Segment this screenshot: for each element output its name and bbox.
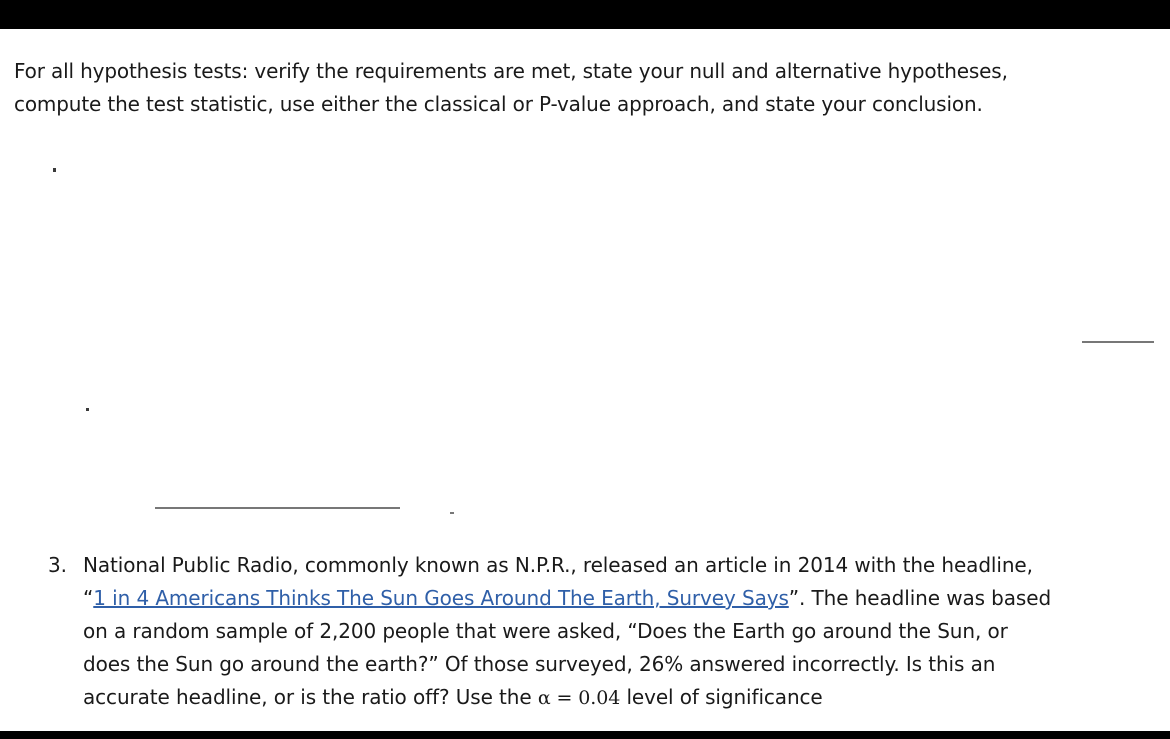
question-line-4: does the Sun go around the earth?” Of those surveyed, 26% answered incorrectly. Is this an [83, 652, 996, 676]
open-quote: “ [83, 586, 94, 610]
artifact-mark [1082, 341, 1154, 343]
headline-link[interactable]: 1 in 4 Americans Thinks The Sun Goes Around The Earth, Survey Says [93, 586, 789, 610]
instructions [14, 55, 1164, 121]
question-text [83, 549, 1168, 715]
instructions-line-2: compute the test statistic, use either the classical or P-value approach, and state your conclusion. [14, 92, 983, 116]
artifact-mark [53, 168, 56, 172]
question-line-5 [83, 681, 1168, 715]
instructions-line-1: For all hypothesis tests: verify the requirements are met, state your null and alternative hypotheses, [14, 59, 1008, 83]
alpha-expression: α = 0.04 [537, 687, 621, 709]
artifact-mark [86, 408, 89, 411]
question-line-5-start: accurate headline, or is the ratio off? Use the [83, 685, 538, 709]
question-line-1: National Public Radio, commonly known as N.P.R., released an article in 2014 with the headline, [83, 553, 1033, 577]
question-number: 3. [48, 553, 67, 577]
bottom-black-bar [0, 731, 1170, 739]
top-black-bar [0, 0, 1170, 29]
question-line-2 [83, 582, 1168, 615]
question-line-2-rest: ”. The headline was based [788, 586, 1052, 610]
artifact-mark [450, 512, 454, 514]
question-line-3: on a random sample of 2,200 people that were asked, “Does the Earth go around the Sun, or [83, 619, 1008, 643]
artifact-mark [155, 507, 400, 509]
question-line-5-end: level of significance [620, 685, 823, 709]
